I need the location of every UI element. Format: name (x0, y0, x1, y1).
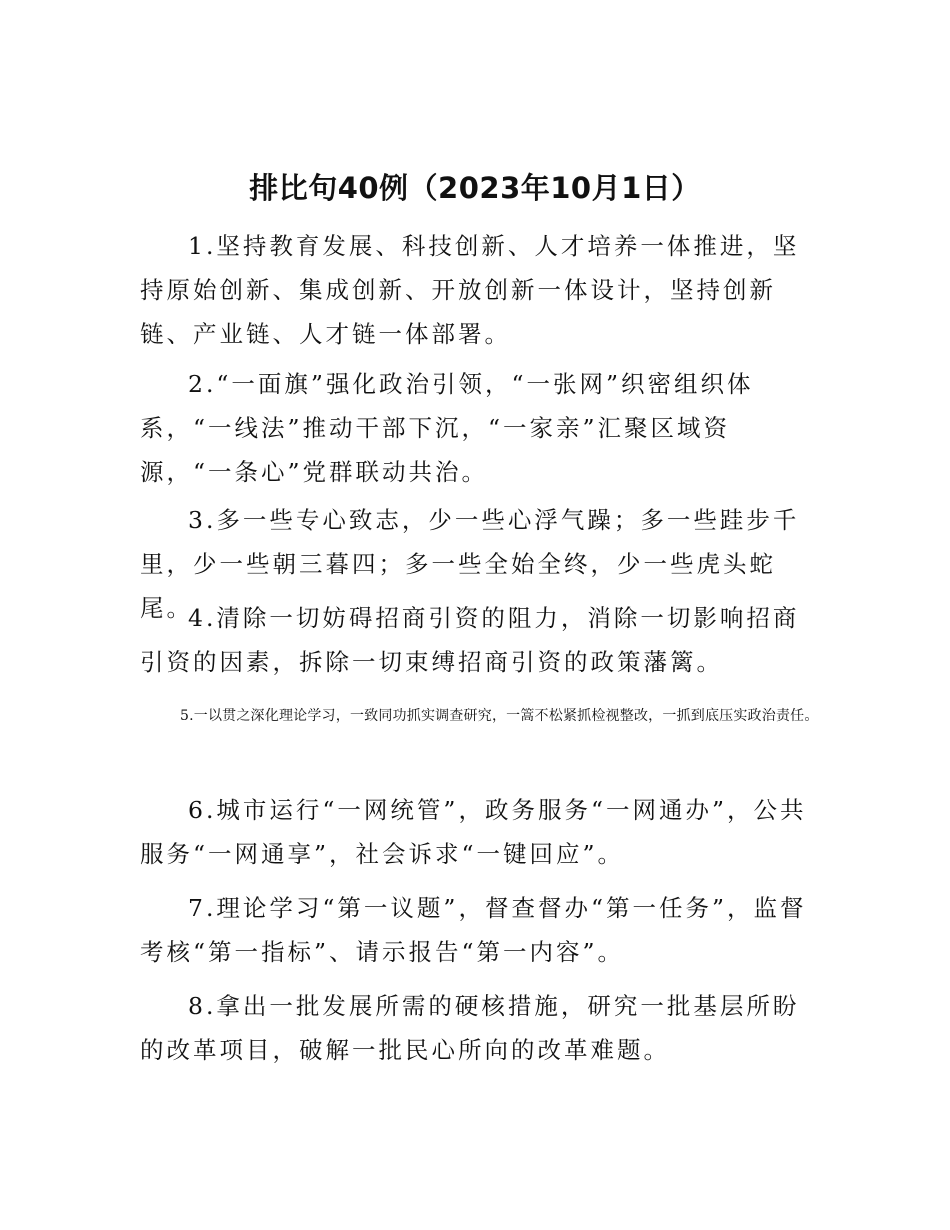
paragraph-5: 5.一以贯之深化理论学习，一致同功抓实调查研究，一篙不松紧抓检视整改，一抓到底压实政治责任。 (180, 708, 819, 724)
paragraph-4: 4.清除一切妨碍招商引资的阻力，消除一切影响招商引资的因素，拆除一切束缚招商引资的政策藩篱。 (140, 604, 800, 676)
paragraph-8: 8.拿出一批发展所需的硬核措施，研究一批基层所盼的改革项目，破解一批民心所向的改革难题。 (140, 992, 800, 1064)
paragraph-2: 2.“一面旗”强化政治引领，“一张网”织密组织体系，“一线法”推动干部下沉，“一家亲”汇聚区域资源，“一条心”党群联动共治。 (140, 370, 754, 486)
paragraph-3: 3.多一些专心致志，少一些心浮气躁；多一些跬步千里，少一些朝三暮四；多一些全始全终，少一些虎头蛇尾。 (140, 506, 800, 622)
paragraph-6: 6.城市运行“一网统管”，政务服务“一网通办”，公共服务“一网通享”，社会诉求“一键回应”。 (140, 796, 807, 868)
paragraph-1: 1.坚持教育发展、科技创新、人才培养一体推进，坚持原始创新、集成创新、开放创新一体设计，坚持创新链、产业链、人才链一体部署。 (140, 232, 800, 348)
paragraph-7: 7.理论学习“第一议题”，督查督办“第一任务”，监督考核“第一指标”、请示报告“第一内容”。 (140, 894, 807, 966)
document-title: 排比句40例（2023年10月1日） (249, 171, 701, 205)
